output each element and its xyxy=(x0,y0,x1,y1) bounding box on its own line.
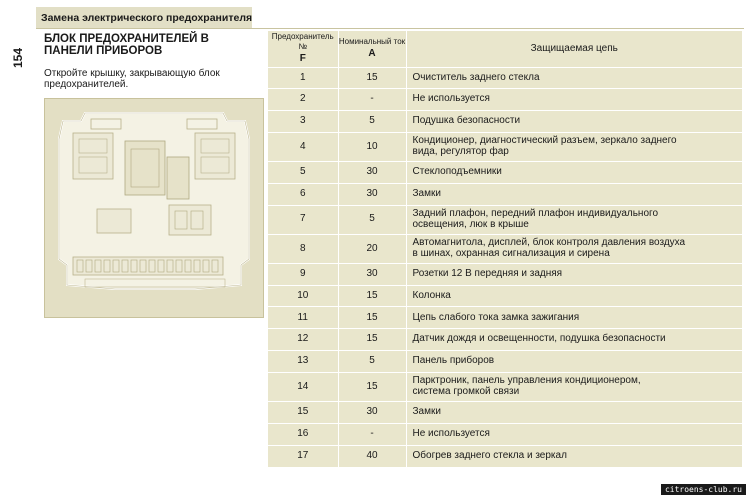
circuit-line-1: Колонка xyxy=(412,289,451,301)
table-row xyxy=(268,285,742,307)
circuit-cell xyxy=(406,351,742,373)
fuse-number-cell: 15 xyxy=(268,401,338,423)
section-title-line-1: БЛОК ПРЕДОХРАНИТЕЛЕЙ В xyxy=(44,33,209,45)
circuit-line-1: Автомагнитола, дисплей, блок контроля давления воздуха xyxy=(412,237,686,249)
section-title-line-2: ПАНЕЛИ ПРИБОРОВ xyxy=(44,45,163,57)
circuit-line-2: система громкой связи xyxy=(412,385,520,397)
fuse-number-cell: 3 xyxy=(268,111,338,133)
rating-cell: 30 xyxy=(338,183,406,205)
circuit-cell xyxy=(406,372,742,401)
table-row xyxy=(268,234,742,263)
rating-cell: 40 xyxy=(338,445,406,467)
fuse-table xyxy=(268,31,742,467)
rating-cell: 30 xyxy=(338,263,406,285)
circuit-line-1: Стеклоподъемники xyxy=(412,166,502,178)
rating-cell: 30 xyxy=(338,401,406,423)
rating-header xyxy=(338,31,406,67)
rating-cell: - xyxy=(338,423,406,445)
rating-cell: 15 xyxy=(338,307,406,329)
table-header-row xyxy=(268,31,742,67)
table-row xyxy=(268,445,742,467)
fuse-number-cell: 6 xyxy=(268,183,338,205)
rating-cell: 20 xyxy=(338,234,406,263)
circuit-line-1: Парктроник, панель управления кондиционером, xyxy=(412,375,641,387)
circuit-line-1: Обогрев заднего стекла и зеркал xyxy=(412,450,567,462)
circuit-cell xyxy=(406,423,742,445)
table-row xyxy=(268,307,742,329)
circuit-cell xyxy=(406,445,742,467)
fuse-number-cell: 8 xyxy=(268,234,338,263)
fuse-number-cell: 11 xyxy=(268,307,338,329)
table-row xyxy=(268,111,742,133)
circuit-cell xyxy=(406,234,742,263)
section-title xyxy=(44,33,254,57)
circuit-line-1: Не используется xyxy=(412,427,490,439)
rating-cell: 30 xyxy=(338,162,406,184)
rating-cell: - xyxy=(338,89,406,111)
table-row xyxy=(268,329,742,351)
table-row xyxy=(268,132,742,161)
circuit-line-1: Кондиционер, диагностический разъем, зеркало заднего xyxy=(412,135,677,147)
circuit-cell xyxy=(406,263,742,285)
circuit-cell xyxy=(406,111,742,133)
circuit-cell xyxy=(406,162,742,184)
circuit-line-1: Датчик дождя и освещенности, подушка безопасности xyxy=(412,333,666,345)
circuit-header: Защищаемая цепь xyxy=(530,42,618,54)
table-row xyxy=(268,183,742,205)
table-row xyxy=(268,67,742,89)
table-row xyxy=(268,205,742,234)
header-divider xyxy=(36,28,744,29)
circuit-line-1: Розетки 12 В передняя и задняя xyxy=(412,267,563,279)
instruction-line-1: Откройте крышку, закрывающую блок xyxy=(44,68,220,79)
circuit-cell xyxy=(406,401,742,423)
fuse-number-cell: 12 xyxy=(268,329,338,351)
fuse-box-illustration xyxy=(45,99,263,317)
fuse-number-cell: 13 xyxy=(268,351,338,373)
fuse-number-cell: 2 xyxy=(268,89,338,111)
fuse-number-cell: 7 xyxy=(268,205,338,234)
fuse-number-cell: 1 xyxy=(268,67,338,89)
fuse-number-header-label: Предохранитель № xyxy=(271,32,334,52)
rating-cell: 5 xyxy=(338,205,406,234)
page-number-text: 154 xyxy=(11,47,25,69)
circuit-cell xyxy=(406,67,742,89)
fuse-number-cell: 10 xyxy=(268,285,338,307)
circuit-line-2: освещения, люк в крыше xyxy=(412,218,529,230)
instruction-line-2: предохранителей. xyxy=(44,79,129,90)
fuse-number-cell: 9 xyxy=(268,263,338,285)
circuit-cell xyxy=(406,329,742,351)
fuse-number-cell: 5 xyxy=(268,162,338,184)
circuit-line-1: Панель приборов xyxy=(412,355,495,367)
rating-header-label: Номинальный ток xyxy=(338,37,406,47)
circuit-cell xyxy=(406,89,742,111)
circuit-cell xyxy=(406,205,742,234)
fuse-table-body xyxy=(268,67,742,467)
fuse-box-diagram xyxy=(44,98,264,318)
circuit-line-1: Очиститель заднего стекла xyxy=(412,71,540,83)
site-watermark: citroens-club.ru xyxy=(661,484,746,495)
page-number xyxy=(8,44,28,72)
rating-cell: 15 xyxy=(338,329,406,351)
table-row xyxy=(268,401,742,423)
table-row xyxy=(268,423,742,445)
circuit-line-1: Цепь слабого тока замка зажигания xyxy=(412,311,580,323)
circuit-line-1: Задний плафон, передний плафон индивидуального xyxy=(412,208,659,220)
fuse-number-cell: 4 xyxy=(268,132,338,161)
instruction-text xyxy=(44,68,264,90)
fuse-number-cell: 17 xyxy=(268,445,338,467)
chapter-header xyxy=(36,7,252,28)
table-row xyxy=(268,263,742,285)
circuit-cell xyxy=(406,307,742,329)
rating-cell: 10 xyxy=(338,132,406,161)
rating-cell: 5 xyxy=(338,351,406,373)
circuit-line-1: Замки xyxy=(412,406,441,418)
circuit-cell xyxy=(406,132,742,161)
rating-cell: 15 xyxy=(338,285,406,307)
rating-cell: 15 xyxy=(338,67,406,89)
fuse-number-header xyxy=(268,31,338,67)
fuse-number-cell: 14 xyxy=(268,372,338,401)
table-row xyxy=(268,372,742,401)
circuit-line-2: вида, регулятор фар xyxy=(412,145,509,157)
circuit-cell xyxy=(406,285,742,307)
circuit-line-1: Подушка безопасности xyxy=(412,115,521,127)
circuit-line-1: Не используется xyxy=(412,93,490,105)
fuse-number-cell: 16 xyxy=(268,423,338,445)
rating-cell: 5 xyxy=(338,111,406,133)
rating-header-letter: A xyxy=(368,48,376,60)
circuit-line-2: в шинах, охранная сигнализация и сирена xyxy=(412,247,610,259)
circuit-cell xyxy=(406,183,742,205)
table-row xyxy=(268,89,742,111)
table-row xyxy=(268,351,742,373)
chapter-header-text: Замена электрического предохранителя xyxy=(41,11,253,24)
table-row xyxy=(268,162,742,184)
fuse-number-header-letter: F xyxy=(299,53,306,65)
rating-cell: 15 xyxy=(338,372,406,401)
circuit-line-1: Замки xyxy=(412,187,441,199)
